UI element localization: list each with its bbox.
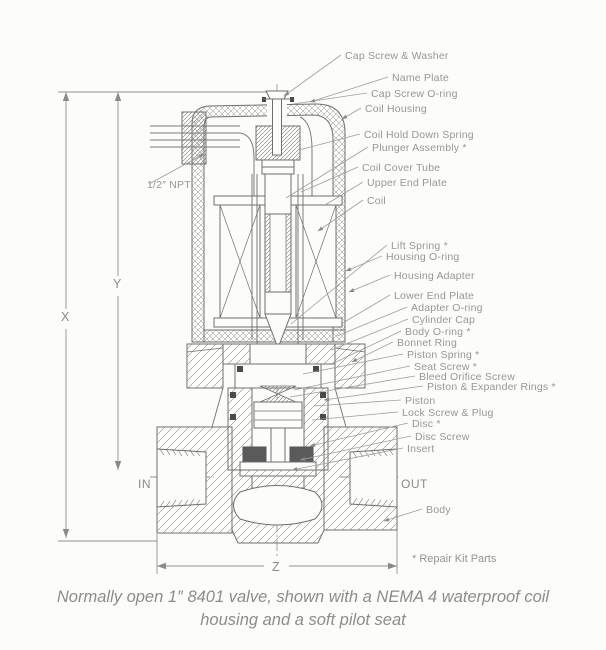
plunger-assembly — [265, 174, 291, 348]
part-label-upper-end-plate: Upper End Plate — [367, 177, 448, 189]
caption-line-2: housing and a soft pilot seat — [200, 611, 406, 629]
seat-screw — [260, 386, 296, 402]
leader-line-adapter-o-ring — [337, 307, 407, 336]
port-in: IN — [138, 477, 151, 491]
valve-drawing — [150, 91, 397, 543]
in-port-bore — [157, 449, 206, 507]
part-label-name-plate: Name Plate — [392, 72, 449, 84]
part-label-lower-end-plate: Lower End Plate — [394, 290, 475, 302]
conduit-hub — [182, 112, 206, 164]
part-label-bleed-orifice-screw: Bleed Orifice Screw — [419, 371, 515, 383]
part-label-disc-screw: Disc Screw — [415, 431, 470, 443]
coil-section-right — [296, 205, 336, 318]
part-label-body: Body — [426, 504, 451, 516]
part-label-coil: Coil — [367, 195, 386, 207]
part-label-seat-screw: Seat Screw * — [414, 361, 478, 373]
part-label-adapter-o-ring: Adapter O-ring — [411, 302, 483, 314]
part-label-cap-screw-o-ring: Cap Screw O-ring — [371, 88, 458, 100]
part-label-piston-spring: Piston Spring * — [407, 349, 480, 361]
leader-line-coil-housing — [342, 108, 361, 119]
part-label-lock-screw-plug: Lock Screw & Plug — [402, 407, 494, 419]
part-label-coil-cover-tube: Coil Cover Tube — [362, 162, 441, 174]
leader-line-housing-adapter — [349, 275, 390, 292]
part-label-insert: Insert — [407, 443, 435, 455]
leader-line-cap-screw-o-ring — [293, 93, 367, 104]
part-label-coil-hold-down-spring: Coil Hold Down Spring — [364, 129, 474, 141]
part-label-coil-housing: Coil Housing — [365, 103, 427, 115]
part-label-plunger-assembly: Plunger Assembly * — [372, 142, 467, 154]
part-label-body-o-ring: Body O-ring * — [405, 326, 471, 338]
part-label-disc: Disc * — [412, 418, 441, 430]
cylinder-cap — [235, 364, 321, 388]
port-out: OUT — [401, 477, 428, 491]
part-label-piston-expander-rings: Piston & Expander Rings * — [427, 381, 556, 393]
part-label-bonnet-ring: Bonnet Ring — [397, 337, 457, 349]
dim-z: Z — [272, 560, 280, 574]
figure-caption — [0, 586, 606, 632]
leader-line-coil-hold-down-spring — [299, 134, 360, 150]
part-label-cylinder-cap: Cylinder Cap — [412, 314, 476, 326]
repair-kit-footnote: * Repair Kit Parts — [412, 553, 497, 565]
part-label-lift-spring: Lift Spring * — [391, 240, 448, 252]
part-label-cap-screw-washer: Cap Screw & Washer — [345, 50, 449, 62]
dim-y: Y — [113, 277, 122, 291]
part-label-1-2-npt: 1/2″ NPT — [147, 179, 191, 191]
leader-line-lower-end-plate — [341, 295, 390, 324]
part-label-piston: Piston — [405, 395, 436, 407]
part-label-housing-adapter: Housing Adapter — [394, 270, 475, 282]
part-label-housing-o-ring: Housing O-ring — [386, 251, 460, 263]
leader-line-cap-screw-washer — [284, 55, 341, 96]
caption-line-1: Normally open 1″ 8401 valve, shown with a NEMA 4 waterproof coil — [56, 588, 550, 606]
dim-x: X — [61, 310, 70, 324]
coil-section-left — [220, 205, 260, 318]
leader-line-housing-o-ring — [346, 256, 382, 271]
